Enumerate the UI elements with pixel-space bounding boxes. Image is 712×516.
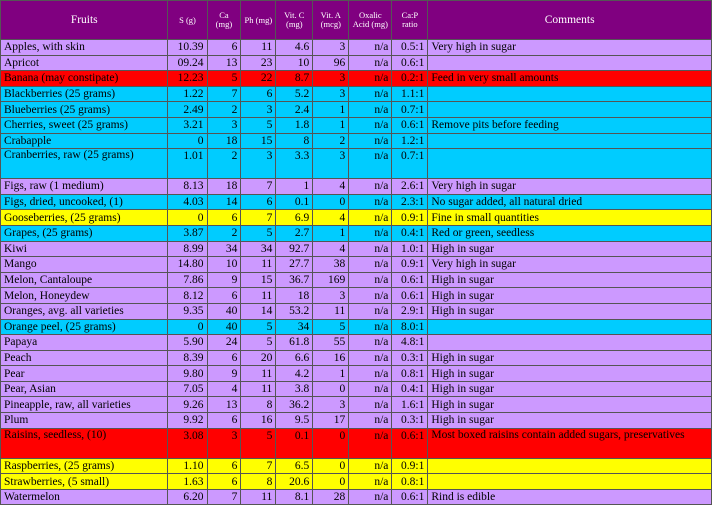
fruit-name-cell: Cranberries, raw (25 grams) bbox=[1, 149, 168, 179]
calcium-cell: 14 bbox=[207, 194, 241, 210]
oxalic-acid-cell: n/a bbox=[349, 413, 392, 429]
vitamin-a-cell: 4 bbox=[313, 179, 349, 195]
oxalic-acid-cell: n/a bbox=[349, 71, 392, 87]
comment-cell: Feed in very small amounts bbox=[428, 71, 712, 87]
calcium-cell: 6 bbox=[207, 288, 241, 304]
comment-cell: High in sugar bbox=[428, 397, 712, 413]
ca-p-ratio-cell: 2.6:1 bbox=[392, 179, 428, 195]
fruit-name-cell: Gooseberries, (25 grams) bbox=[1, 210, 168, 226]
vitamin-a-cell: 4 bbox=[313, 241, 349, 257]
phosphorus-cell: 34 bbox=[241, 241, 276, 257]
phosphorus-cell: 5 bbox=[241, 319, 276, 335]
vitamin-a-cell: 3 bbox=[313, 86, 349, 102]
calcium-cell: 40 bbox=[207, 319, 241, 335]
calcium-cell: 18 bbox=[207, 133, 241, 149]
table-row bbox=[1, 458, 712, 474]
oxalic-acid-cell: n/a bbox=[349, 288, 392, 304]
sugar-cell: 1.22 bbox=[168, 86, 207, 102]
fruit-name-cell: Apricot bbox=[1, 55, 168, 71]
ca-p-ratio-cell: 0.6:1 bbox=[392, 489, 428, 505]
ca-p-ratio-cell: 1.1:1 bbox=[392, 86, 428, 102]
vitamin-a-cell: 16 bbox=[313, 350, 349, 366]
calcium-cell: 10 bbox=[207, 257, 241, 273]
table-row bbox=[1, 335, 712, 351]
vitamin-a-cell: 3 bbox=[313, 149, 349, 179]
fruit-name-cell: Peach bbox=[1, 350, 168, 366]
vitamin-a-cell: 1 bbox=[313, 102, 349, 118]
ca-p-ratio-cell: 0.3:1 bbox=[392, 413, 428, 429]
vitamin-c-cell: 2.7 bbox=[276, 225, 313, 241]
table-row bbox=[1, 149, 712, 179]
oxalic-acid-cell: n/a bbox=[349, 225, 392, 241]
fruit-name-cell: Watermelon bbox=[1, 489, 168, 505]
oxalic-acid-cell: n/a bbox=[349, 350, 392, 366]
header-ca-p-ratio: Ca:P ratio bbox=[392, 1, 428, 40]
fruit-name-cell: Apples, with skin bbox=[1, 40, 168, 56]
comment-cell: Remove pits before feeding bbox=[428, 117, 712, 133]
sugar-cell: 9.35 bbox=[168, 303, 207, 319]
fruit-name-cell: Pear bbox=[1, 366, 168, 382]
header-sugar: S (g) bbox=[168, 1, 207, 40]
fruit-name-cell: Raspberries, (25 grams) bbox=[1, 458, 168, 474]
calcium-cell: 6 bbox=[207, 210, 241, 226]
vitamin-c-cell: 27.7 bbox=[276, 257, 313, 273]
comment-cell bbox=[428, 319, 712, 335]
comment-cell: High in sugar bbox=[428, 413, 712, 429]
table-row bbox=[1, 210, 712, 226]
table-row bbox=[1, 179, 712, 195]
vitamin-c-cell: 10 bbox=[276, 55, 313, 71]
vitamin-c-cell: 53.2 bbox=[276, 303, 313, 319]
ca-p-ratio-cell: 0.8:1 bbox=[392, 474, 428, 490]
sugar-cell: 9.80 bbox=[168, 366, 207, 382]
ca-p-ratio-cell: 0.6:1 bbox=[392, 117, 428, 133]
phosphorus-cell: 5 bbox=[241, 117, 276, 133]
vitamin-a-cell: 96 bbox=[313, 55, 349, 71]
header-comments: Comments bbox=[428, 1, 712, 40]
table-row bbox=[1, 55, 712, 71]
oxalic-acid-cell: n/a bbox=[349, 194, 392, 210]
oxalic-acid-cell: n/a bbox=[349, 86, 392, 102]
comment-cell bbox=[428, 86, 712, 102]
ca-p-ratio-cell: 4.8:1 bbox=[392, 335, 428, 351]
vitamin-c-cell: 4.6 bbox=[276, 40, 313, 56]
comment-cell bbox=[428, 474, 712, 490]
header-row bbox=[1, 1, 712, 40]
ca-p-ratio-cell: 1.2:1 bbox=[392, 133, 428, 149]
comment-cell: Most boxed raisins contain added sugars, preservatives bbox=[428, 428, 712, 458]
fruit-name-cell: Raisins, seedless, (10) bbox=[1, 428, 168, 458]
oxalic-acid-cell: n/a bbox=[349, 117, 392, 133]
ca-p-ratio-cell: 2.3:1 bbox=[392, 194, 428, 210]
vitamin-c-cell: 34 bbox=[276, 319, 313, 335]
sugar-cell: 2.49 bbox=[168, 102, 207, 118]
vitamin-a-cell: 3 bbox=[313, 288, 349, 304]
oxalic-acid-cell: n/a bbox=[349, 133, 392, 149]
vitamin-c-cell: 6.6 bbox=[276, 350, 313, 366]
header-calcium: Ca (mg) bbox=[207, 1, 241, 40]
phosphorus-cell: 8 bbox=[241, 397, 276, 413]
header-vitamin-c: Vit. C (mg) bbox=[276, 1, 313, 40]
calcium-cell: 5 bbox=[207, 71, 241, 87]
vitamin-a-cell: 1 bbox=[313, 117, 349, 133]
table-row bbox=[1, 319, 712, 335]
oxalic-acid-cell: n/a bbox=[349, 40, 392, 56]
table-row bbox=[1, 366, 712, 382]
calcium-cell: 6 bbox=[207, 474, 241, 490]
vitamin-c-cell: 9.5 bbox=[276, 413, 313, 429]
comment-cell: High in sugar bbox=[428, 303, 712, 319]
ca-p-ratio-cell: 8.0:1 bbox=[392, 319, 428, 335]
oxalic-acid-cell: n/a bbox=[349, 55, 392, 71]
phosphorus-cell: 15 bbox=[241, 272, 276, 288]
table-row bbox=[1, 133, 712, 149]
calcium-cell: 9 bbox=[207, 272, 241, 288]
oxalic-acid-cell: n/a bbox=[349, 474, 392, 490]
fruit-name-cell: Plum bbox=[1, 413, 168, 429]
calcium-cell: 2 bbox=[207, 102, 241, 118]
comment-cell bbox=[428, 133, 712, 149]
phosphorus-cell: 11 bbox=[241, 288, 276, 304]
sugar-cell: 10.39 bbox=[168, 40, 207, 56]
vitamin-c-cell: 6.5 bbox=[276, 458, 313, 474]
sugar-cell: 8.13 bbox=[168, 179, 207, 195]
oxalic-acid-cell: n/a bbox=[349, 428, 392, 458]
phosphorus-cell: 5 bbox=[241, 335, 276, 351]
phosphorus-cell: 11 bbox=[241, 366, 276, 382]
calcium-cell: 2 bbox=[207, 225, 241, 241]
fruit-name-cell: Pineapple, raw, all varieties bbox=[1, 397, 168, 413]
phosphorus-cell: 5 bbox=[241, 225, 276, 241]
comment-cell: High in sugar bbox=[428, 381, 712, 397]
ca-p-ratio-cell: 0.4:1 bbox=[392, 381, 428, 397]
vitamin-a-cell: 38 bbox=[313, 257, 349, 273]
header-fruits: Fruits bbox=[1, 1, 168, 40]
fruit-name-cell: Kiwi bbox=[1, 241, 168, 257]
vitamin-c-cell: 5.2 bbox=[276, 86, 313, 102]
ca-p-ratio-cell: 0.9:1 bbox=[392, 257, 428, 273]
table-row bbox=[1, 272, 712, 288]
ca-p-ratio-cell: 0.6:1 bbox=[392, 428, 428, 458]
calcium-cell: 13 bbox=[207, 397, 241, 413]
phosphorus-cell: 23 bbox=[241, 55, 276, 71]
phosphorus-cell: 7 bbox=[241, 179, 276, 195]
vitamin-c-cell: 0.1 bbox=[276, 194, 313, 210]
sugar-cell: 3.08 bbox=[168, 428, 207, 458]
calcium-cell: 4 bbox=[207, 381, 241, 397]
calcium-cell: 6 bbox=[207, 413, 241, 429]
phosphorus-cell: 14 bbox=[241, 303, 276, 319]
comment-cell: Rind is edible bbox=[428, 489, 712, 505]
fruit-name-cell: Figs, raw (1 medium) bbox=[1, 179, 168, 195]
sugar-cell: 4.03 bbox=[168, 194, 207, 210]
oxalic-acid-cell: n/a bbox=[349, 335, 392, 351]
vitamin-c-cell: 6.9 bbox=[276, 210, 313, 226]
phosphorus-cell: 22 bbox=[241, 71, 276, 87]
oxalic-acid-cell: n/a bbox=[349, 303, 392, 319]
calcium-cell: 6 bbox=[207, 350, 241, 366]
vitamin-a-cell: 0 bbox=[313, 381, 349, 397]
vitamin-c-cell: 36.2 bbox=[276, 397, 313, 413]
phosphorus-cell: 8 bbox=[241, 474, 276, 490]
calcium-cell: 3 bbox=[207, 117, 241, 133]
vitamin-a-cell: 3 bbox=[313, 40, 349, 56]
fruit-name-cell: Orange peel, (25 grams) bbox=[1, 319, 168, 335]
calcium-cell: 3 bbox=[207, 428, 241, 458]
sugar-cell: 5.90 bbox=[168, 335, 207, 351]
ca-p-ratio-cell: 0.9:1 bbox=[392, 458, 428, 474]
fruit-name-cell: Mango bbox=[1, 257, 168, 273]
phosphorus-cell: 11 bbox=[241, 489, 276, 505]
fruit-name-cell: Papaya bbox=[1, 335, 168, 351]
vitamin-a-cell: 3 bbox=[313, 397, 349, 413]
phosphorus-cell: 11 bbox=[241, 257, 276, 273]
vitamin-a-cell: 0 bbox=[313, 474, 349, 490]
vitamin-a-cell: 3 bbox=[313, 71, 349, 87]
sugar-cell: 7.05 bbox=[168, 381, 207, 397]
sugar-cell: 09.24 bbox=[168, 55, 207, 71]
ca-p-ratio-cell: 0.6:1 bbox=[392, 55, 428, 71]
phosphorus-cell: 5 bbox=[241, 428, 276, 458]
fruit-name-cell: Oranges, avg. all varieties bbox=[1, 303, 168, 319]
vitamin-c-cell: 2.4 bbox=[276, 102, 313, 118]
calcium-cell: 34 bbox=[207, 241, 241, 257]
table-row bbox=[1, 86, 712, 102]
ca-p-ratio-cell: 0.6:1 bbox=[392, 288, 428, 304]
fruit-name-cell: Melon, Honeydew bbox=[1, 288, 168, 304]
oxalic-acid-cell: n/a bbox=[349, 397, 392, 413]
vitamin-c-cell: 8.7 bbox=[276, 71, 313, 87]
phosphorus-cell: 20 bbox=[241, 350, 276, 366]
calcium-cell: 24 bbox=[207, 335, 241, 351]
vitamin-c-cell: 8.1 bbox=[276, 489, 313, 505]
table-row bbox=[1, 381, 712, 397]
fruit-name-cell: Pear, Asian bbox=[1, 381, 168, 397]
vitamin-a-cell: 0 bbox=[313, 458, 349, 474]
calcium-cell: 9 bbox=[207, 366, 241, 382]
vitamin-a-cell: 1 bbox=[313, 366, 349, 382]
table-row bbox=[1, 397, 712, 413]
vitamin-c-cell: 1.8 bbox=[276, 117, 313, 133]
vitamin-c-cell: 4.2 bbox=[276, 366, 313, 382]
sugar-cell: 8.39 bbox=[168, 350, 207, 366]
calcium-cell: 6 bbox=[207, 458, 241, 474]
comment-cell: High in sugar bbox=[428, 350, 712, 366]
vitamin-c-cell: 3.3 bbox=[276, 149, 313, 179]
oxalic-acid-cell: n/a bbox=[349, 241, 392, 257]
vitamin-a-cell: 17 bbox=[313, 413, 349, 429]
oxalic-acid-cell: n/a bbox=[349, 102, 392, 118]
fruit-name-cell: Blueberries (25 grams) bbox=[1, 102, 168, 118]
calcium-cell: 40 bbox=[207, 303, 241, 319]
sugar-cell: 0 bbox=[168, 133, 207, 149]
fruit-name-cell: Figs, dried, uncooked, (1) bbox=[1, 194, 168, 210]
table-body bbox=[1, 40, 712, 505]
sugar-cell: 9.92 bbox=[168, 413, 207, 429]
oxalic-acid-cell: n/a bbox=[349, 381, 392, 397]
fruit-name-cell: Strawberries, (5 small) bbox=[1, 474, 168, 490]
sugar-cell: 0 bbox=[168, 210, 207, 226]
ca-p-ratio-cell: 2.9:1 bbox=[392, 303, 428, 319]
ca-p-ratio-cell: 0.6:1 bbox=[392, 272, 428, 288]
sugar-cell: 6.20 bbox=[168, 489, 207, 505]
table-row bbox=[1, 257, 712, 273]
phosphorus-cell: 16 bbox=[241, 413, 276, 429]
oxalic-acid-cell: n/a bbox=[349, 257, 392, 273]
comment-cell: Very high in sugar bbox=[428, 179, 712, 195]
sugar-cell: 1.63 bbox=[168, 474, 207, 490]
vitamin-a-cell: 0 bbox=[313, 194, 349, 210]
vitamin-a-cell: 2 bbox=[313, 133, 349, 149]
ca-p-ratio-cell: 0.5:1 bbox=[392, 40, 428, 56]
phosphorus-cell: 15 bbox=[241, 133, 276, 149]
comment-cell: Fine in small quantities bbox=[428, 210, 712, 226]
vitamin-c-cell: 36.7 bbox=[276, 272, 313, 288]
vitamin-a-cell: 5 bbox=[313, 319, 349, 335]
oxalic-acid-cell: n/a bbox=[349, 319, 392, 335]
oxalic-acid-cell: n/a bbox=[349, 272, 392, 288]
sugar-cell: 3.87 bbox=[168, 225, 207, 241]
vitamin-c-cell: 0.1 bbox=[276, 428, 313, 458]
comment-cell: High in sugar bbox=[428, 272, 712, 288]
vitamin-a-cell: 0 bbox=[313, 428, 349, 458]
vitamin-a-cell: 55 bbox=[313, 335, 349, 351]
vitamin-c-cell: 3.8 bbox=[276, 381, 313, 397]
table-row bbox=[1, 288, 712, 304]
ca-p-ratio-cell: 0.3:1 bbox=[392, 350, 428, 366]
phosphorus-cell: 11 bbox=[241, 40, 276, 56]
oxalic-acid-cell: n/a bbox=[349, 489, 392, 505]
table-row bbox=[1, 40, 712, 56]
comment-cell: Very high in sugar bbox=[428, 40, 712, 56]
phosphorus-cell: 3 bbox=[241, 102, 276, 118]
vitamin-a-cell: 4 bbox=[313, 210, 349, 226]
vitamin-a-cell: 11 bbox=[313, 303, 349, 319]
table-row bbox=[1, 102, 712, 118]
ca-p-ratio-cell: 0.7:1 bbox=[392, 149, 428, 179]
calcium-cell: 2 bbox=[207, 149, 241, 179]
table-row bbox=[1, 428, 712, 458]
sugar-cell: 7.86 bbox=[168, 272, 207, 288]
oxalic-acid-cell: n/a bbox=[349, 458, 392, 474]
vitamin-c-cell: 61.8 bbox=[276, 335, 313, 351]
ca-p-ratio-cell: 0.7:1 bbox=[392, 102, 428, 118]
table-row bbox=[1, 413, 712, 429]
ca-p-ratio-cell: 0.2:1 bbox=[392, 71, 428, 87]
phosphorus-cell: 11 bbox=[241, 381, 276, 397]
comment-cell bbox=[428, 335, 712, 351]
ca-p-ratio-cell: 1.6:1 bbox=[392, 397, 428, 413]
table-row bbox=[1, 474, 712, 490]
vitamin-c-cell: 1 bbox=[276, 179, 313, 195]
phosphorus-cell: 3 bbox=[241, 149, 276, 179]
table-row bbox=[1, 117, 712, 133]
ca-p-ratio-cell: 1.0:1 bbox=[392, 241, 428, 257]
fruit-name-cell: Melon, Cantaloupe bbox=[1, 272, 168, 288]
fruit-name-cell: Banana (may constipate) bbox=[1, 71, 168, 87]
vitamin-c-cell: 18 bbox=[276, 288, 313, 304]
sugar-cell: 14.80 bbox=[168, 257, 207, 273]
oxalic-acid-cell: n/a bbox=[349, 179, 392, 195]
calcium-cell: 6 bbox=[207, 40, 241, 56]
table-row bbox=[1, 241, 712, 257]
sugar-cell: 9.26 bbox=[168, 397, 207, 413]
calcium-cell: 18 bbox=[207, 179, 241, 195]
vitamin-c-cell: 92.7 bbox=[276, 241, 313, 257]
table-row bbox=[1, 225, 712, 241]
comment-cell: No sugar added, all natural dried bbox=[428, 194, 712, 210]
comment-cell: Very high in sugar bbox=[428, 257, 712, 273]
comment-cell bbox=[428, 458, 712, 474]
comment-cell: Red or green, seedless bbox=[428, 225, 712, 241]
table-row bbox=[1, 303, 712, 319]
sugar-cell: 8.99 bbox=[168, 241, 207, 257]
comment-cell: High in sugar bbox=[428, 366, 712, 382]
ca-p-ratio-cell: 0.4:1 bbox=[392, 225, 428, 241]
sugar-cell: 1.01 bbox=[168, 149, 207, 179]
fruit-name-cell: Grapes, (25 grams) bbox=[1, 225, 168, 241]
calcium-cell: 7 bbox=[207, 86, 241, 102]
calcium-cell: 7 bbox=[207, 489, 241, 505]
table-row bbox=[1, 194, 712, 210]
oxalic-acid-cell: n/a bbox=[349, 366, 392, 382]
fruit-name-cell: Cherries, sweet (25 grams) bbox=[1, 117, 168, 133]
comment-cell bbox=[428, 55, 712, 71]
ca-p-ratio-cell: 0.9:1 bbox=[392, 210, 428, 226]
vitamin-c-cell: 20.6 bbox=[276, 474, 313, 490]
vitamin-a-cell: 28 bbox=[313, 489, 349, 505]
table-row bbox=[1, 489, 712, 505]
header-oxalic-acid: Oxalic Acid (mg) bbox=[349, 1, 392, 40]
calcium-cell: 13 bbox=[207, 55, 241, 71]
fruit-name-cell: Crabapple bbox=[1, 133, 168, 149]
table-row bbox=[1, 350, 712, 366]
phosphorus-cell: 7 bbox=[241, 458, 276, 474]
sugar-cell: 8.12 bbox=[168, 288, 207, 304]
comment-cell: High in sugar bbox=[428, 288, 712, 304]
oxalic-acid-cell: n/a bbox=[349, 149, 392, 179]
phosphorus-cell: 6 bbox=[241, 86, 276, 102]
comment-cell bbox=[428, 102, 712, 118]
ca-p-ratio-cell: 0.8:1 bbox=[392, 366, 428, 382]
table-row bbox=[1, 71, 712, 87]
oxalic-acid-cell: n/a bbox=[349, 210, 392, 226]
sugar-cell: 12.23 bbox=[168, 71, 207, 87]
sugar-cell: 0 bbox=[168, 319, 207, 335]
header-phosphorus: Ph (mg) bbox=[241, 1, 276, 40]
vitamin-c-cell: 8 bbox=[276, 133, 313, 149]
vitamin-a-cell: 169 bbox=[313, 272, 349, 288]
phosphorus-cell: 6 bbox=[241, 194, 276, 210]
comment-cell: High in sugar bbox=[428, 241, 712, 257]
fruit-name-cell: Blackberries (25 grams) bbox=[1, 86, 168, 102]
header-vitamin-a: Vit. A (mcg) bbox=[313, 1, 349, 40]
comment-cell bbox=[428, 149, 712, 179]
sugar-cell: 1.10 bbox=[168, 458, 207, 474]
phosphorus-cell: 7 bbox=[241, 210, 276, 226]
vitamin-a-cell: 1 bbox=[313, 225, 349, 241]
sugar-cell: 3.21 bbox=[168, 117, 207, 133]
